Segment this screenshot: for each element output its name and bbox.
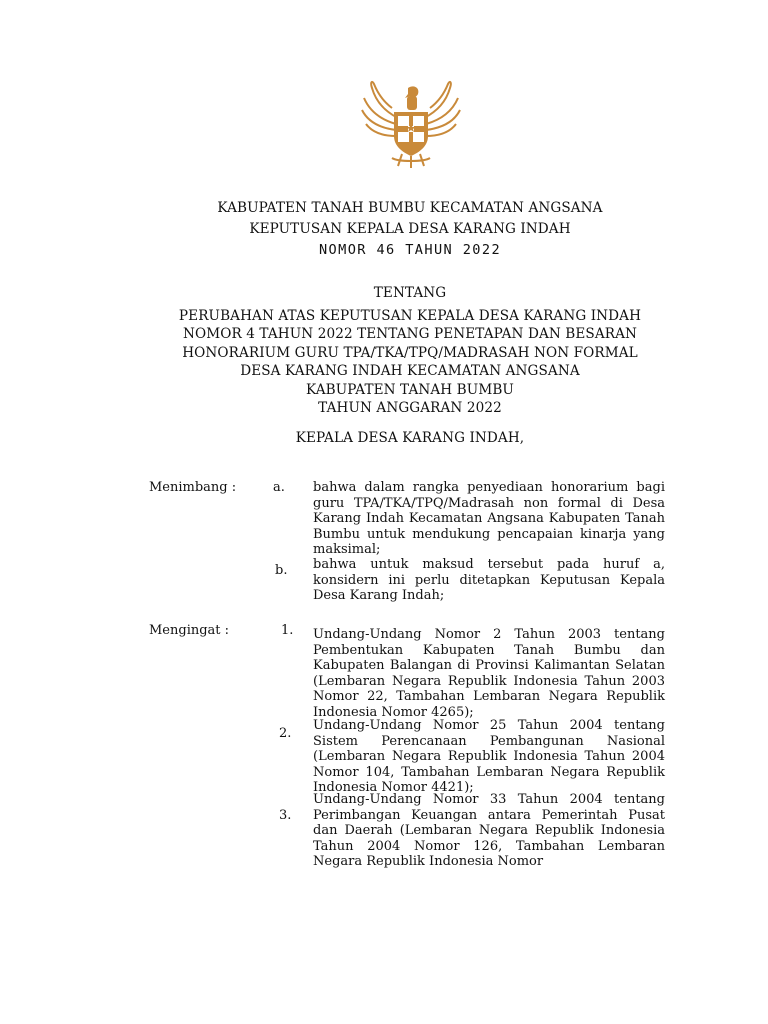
mengingat-marker-3: 3. [279, 808, 292, 823]
subject-line: KABUPATEN TANAH BUMBU [306, 381, 514, 398]
mengingat-label: Mengingat : [149, 623, 230, 638]
menimbang-label: Menimbang : [149, 480, 237, 495]
tentang-heading: TENTANG [373, 285, 447, 301]
menimbang-item-a: bahwa dalam rangka penyediaan honorarium bagi guru TPA/TKA/TPQ/Madrasah non formal di Desa Karang Indah Kecamatan Angsana Kabupaten Tanah Bumbu untuk mendukung pencapaian kinarja yang maksimal; [313, 480, 665, 558]
menimbang-item-b: bahwa untuk maksud tersebut pada huruf a, konsidern ini perlu ditetapkan Keputusan Kepala Desa Karang Indah; [313, 557, 665, 604]
issuer-heading: KEPALA DESA KARANG INDAH, [295, 430, 525, 446]
subject-line: HONORARIUM GURU TPA/TKA/TPQ/MADRASAH NON FORMAL [182, 344, 638, 361]
menimbang-marker-b: b. [275, 563, 288, 578]
garuda-emblem-icon [358, 78, 464, 170]
mengingat-marker-2: 2. [279, 726, 292, 741]
mengingat-item-2: Undang-Undang Nomor 25 Tahun 2004 tentang Sistem Perencanaan Pembangunan Nasional (Lembaran Negara Republik Indonesia Tahun 2004 Nomor 104, Tambahan Lembaran Negara Republik Indonesia Nomor 4421); [313, 718, 665, 796]
header-line-1: KABUPATEN TANAH BUMBU KECAMATAN ANGSANA [217, 200, 603, 216]
mengingat-item-3: Undang-Undang Nomor 33 Tahun 2004 tentang Perimbangan Keuangan antara Pemerintah Pusat dan Daerah (Lembaran Negara Republik Indonesia Tahun 2004 Nomor 126, Tambahan Lembaran Negara Republik Indonesia Nomor [313, 792, 665, 870]
mengingat-marker-1: 1. [281, 623, 294, 638]
decree-subject [100, 307, 720, 417]
subject-line: DESA KARANG INDAH KECAMATAN ANGSANA [240, 363, 580, 380]
subject-line: PERUBAHAN ATAS KEPUTUSAN KEPALA DESA KARANG INDAH [178, 308, 642, 324]
menimbang-marker-a: a. [273, 480, 285, 495]
subject-line: TAHUN ANGGARAN 2022 [318, 400, 502, 417]
decree-number: NOMOR 46 TAHUN 2022 [318, 242, 502, 258]
header-line-2: KEPUTUSAN KEPALA DESA KARANG INDAH [249, 221, 571, 237]
subject-line: NOMOR 4 TAHUN 2022 TENTANG PENETAPAN DAN BESARAN [183, 326, 637, 343]
mengingat-item-1: Undang-Undang Nomor 2 Tahun 2003 tentang Pembentukan Kabupaten Tanah Bumbu dan Kabupaten Balangan di Provinsi Kalimantan Selatan (Lembaran Negara Republik Indonesia Tahun 2003 Nomor 22, Tambahan Lembaran Negara Republik Indonesia Nomor 4265); [313, 627, 665, 720]
